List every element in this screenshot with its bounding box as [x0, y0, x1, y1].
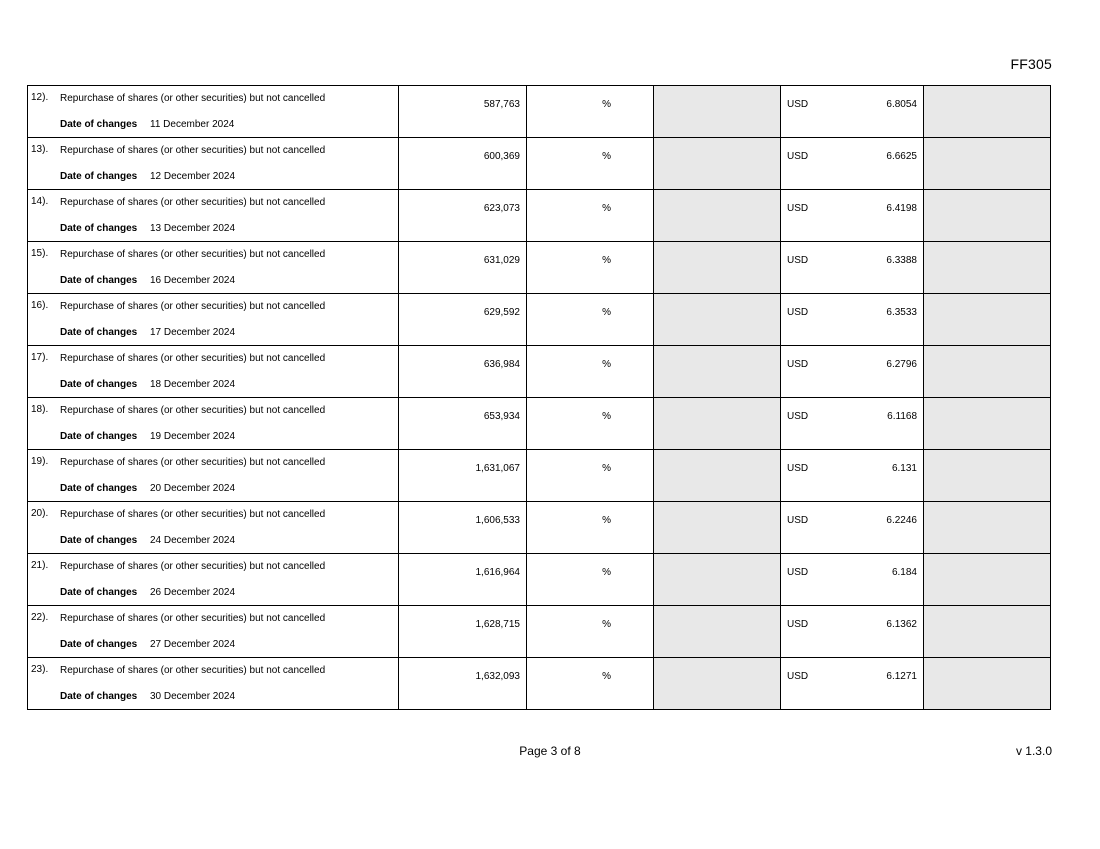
row-currency-cell	[781, 658, 924, 710]
row-currency-code: USD	[787, 307, 809, 318]
row-number: 1,632,093	[475, 671, 520, 682]
row-date-label: Date of changes	[60, 171, 138, 182]
row-percent-cell	[527, 242, 654, 294]
row-description-cell	[28, 346, 399, 398]
row-currency-code: USD	[787, 619, 809, 630]
row-index: 19).	[31, 456, 49, 467]
row-currency-code: USD	[787, 671, 809, 682]
row-shaded-cell-2	[924, 86, 1051, 138]
row-index: 16).	[31, 300, 49, 311]
row-percent-cell	[527, 606, 654, 658]
row-percent-cell	[527, 190, 654, 242]
row-price: 6.6625	[886, 151, 917, 162]
row-description-cell	[28, 658, 399, 710]
form-code: FF305	[1010, 56, 1052, 72]
row-shaded-cell-1	[654, 450, 781, 502]
row-index: 17).	[31, 352, 49, 363]
row-number: 636,984	[483, 359, 520, 370]
table-row	[28, 554, 1051, 606]
row-percent: %	[602, 619, 611, 630]
row-number: 1,628,715	[475, 619, 520, 630]
row-description: Repurchase of shares (or other securities) but not cancelled	[60, 613, 326, 624]
row-shaded-cell-1	[654, 294, 781, 346]
row-percent: %	[602, 151, 611, 162]
row-index: 20).	[31, 508, 49, 519]
row-date-label: Date of changes	[60, 483, 138, 494]
row-shaded-cell-1	[654, 346, 781, 398]
table-row	[28, 138, 1051, 190]
row-percent: %	[602, 359, 611, 370]
row-date-value: 12 December 2024	[150, 171, 236, 182]
row-currency-cell	[781, 294, 924, 346]
row-price: 6.3533	[886, 307, 917, 318]
row-price: 6.131	[891, 463, 917, 474]
row-date-label: Date of changes	[60, 535, 138, 546]
row-currency-code: USD	[787, 203, 809, 214]
row-index: 21).	[31, 560, 49, 571]
row-percent: %	[602, 307, 611, 318]
row-description: Repurchase of shares (or other securities) but not cancelled	[60, 509, 326, 520]
row-description: Repurchase of shares (or other securities) but not cancelled	[60, 301, 326, 312]
table-row	[28, 398, 1051, 450]
row-number-cell	[399, 294, 527, 346]
row-number-cell	[399, 346, 527, 398]
table-row	[28, 606, 1051, 658]
row-number-cell	[399, 242, 527, 294]
row-currency-code: USD	[787, 359, 809, 370]
row-shaded-cell-2	[924, 242, 1051, 294]
row-shaded-cell-2	[924, 346, 1051, 398]
row-percent-cell	[527, 450, 654, 502]
row-number: 631,029	[483, 255, 520, 266]
table-row	[28, 450, 1051, 502]
row-date-label: Date of changes	[60, 691, 138, 702]
row-price: 6.4198	[886, 203, 917, 214]
row-currency-cell	[781, 346, 924, 398]
row-date-label: Date of changes	[60, 379, 138, 390]
table-row	[28, 658, 1051, 710]
row-percent-cell	[527, 658, 654, 710]
row-shaded-cell-1	[654, 242, 781, 294]
row-currency-code: USD	[787, 255, 809, 266]
row-number-cell	[399, 502, 527, 554]
row-currency-code: USD	[787, 515, 809, 526]
row-date-label: Date of changes	[60, 327, 138, 338]
row-shaded-cell-1	[654, 190, 781, 242]
row-percent-cell	[527, 398, 654, 450]
row-currency-cell	[781, 86, 924, 138]
row-number: 587,763	[483, 99, 520, 110]
row-date-value: 17 December 2024	[150, 327, 236, 338]
row-price: 6.8054	[886, 99, 917, 110]
row-currency-code: USD	[787, 463, 809, 474]
row-percent: %	[602, 515, 611, 526]
row-description: Repurchase of shares (or other securities) but not cancelled	[60, 197, 326, 208]
row-percent-cell	[527, 502, 654, 554]
row-description: Repurchase of shares (or other securities) but not cancelled	[60, 353, 326, 364]
row-percent-cell	[527, 138, 654, 190]
row-description: Repurchase of shares (or other securities) but not cancelled	[60, 561, 326, 572]
row-date-value: 11 December 2024	[150, 119, 235, 130]
row-description-cell	[28, 294, 399, 346]
row-date-label: Date of changes	[60, 431, 138, 442]
row-date-label: Date of changes	[60, 119, 138, 130]
row-description-cell	[28, 554, 399, 606]
row-index: 18).	[31, 404, 49, 415]
row-percent: %	[602, 99, 611, 110]
row-description-cell	[28, 86, 399, 138]
row-price: 6.3388	[886, 255, 917, 266]
row-number-cell	[399, 450, 527, 502]
row-index: 22).	[31, 612, 49, 623]
row-currency-code: USD	[787, 411, 809, 422]
row-price: 6.184	[891, 567, 917, 578]
row-description-cell	[28, 242, 399, 294]
row-shaded-cell-2	[924, 606, 1051, 658]
table-row	[28, 502, 1051, 554]
row-currency-cell	[781, 398, 924, 450]
row-percent-cell	[527, 294, 654, 346]
row-index: 23).	[31, 664, 49, 675]
row-percent: %	[602, 671, 611, 682]
row-index: 12).	[31, 92, 49, 103]
row-percent-cell	[527, 86, 654, 138]
row-number: 623,073	[483, 203, 520, 214]
row-shaded-cell-2	[924, 190, 1051, 242]
row-currency-cell	[781, 502, 924, 554]
row-description-cell	[28, 398, 399, 450]
row-number: 1,616,964	[475, 567, 520, 578]
row-percent: %	[602, 203, 611, 214]
row-shaded-cell-1	[654, 554, 781, 606]
row-date-value: 19 December 2024	[150, 431, 236, 442]
row-description-cell	[28, 606, 399, 658]
row-date-value: 26 December 2024	[150, 587, 236, 598]
row-number: 600,369	[483, 151, 520, 162]
row-currency-code: USD	[787, 151, 809, 162]
row-currency-cell	[781, 138, 924, 190]
row-percent-cell	[527, 554, 654, 606]
row-description: Repurchase of shares (or other securities) but not cancelled	[60, 405, 326, 416]
row-number: 629,592	[483, 307, 520, 318]
row-date-value: 18 December 2024	[150, 379, 236, 390]
row-shaded-cell-2	[924, 450, 1051, 502]
row-date-value: 20 December 2024	[150, 483, 236, 494]
row-description-cell	[28, 190, 399, 242]
row-description-cell	[28, 502, 399, 554]
row-date-label: Date of changes	[60, 587, 138, 598]
row-currency-cell	[781, 242, 924, 294]
row-price: 6.1271	[886, 671, 917, 682]
row-price: 6.1362	[886, 619, 917, 630]
row-number: 1,631,067	[475, 463, 520, 474]
row-shaded-cell-1	[654, 398, 781, 450]
row-date-value: 27 December 2024	[150, 639, 236, 650]
row-description: Repurchase of shares (or other securities) but not cancelled	[60, 145, 326, 156]
row-price: 6.2246	[886, 515, 917, 526]
row-percent: %	[602, 567, 611, 578]
row-percent: %	[602, 255, 611, 266]
row-index: 13).	[31, 144, 49, 155]
footer-version: v 1.3.0	[1015, 744, 1052, 758]
row-index: 14).	[31, 196, 49, 207]
row-shaded-cell-1	[654, 606, 781, 658]
row-currency-cell	[781, 190, 924, 242]
row-shaded-cell-1	[654, 86, 781, 138]
row-shaded-cell-1	[654, 502, 781, 554]
row-currency-code: USD	[787, 567, 809, 578]
row-currency-cell	[781, 450, 924, 502]
row-number-cell	[399, 658, 527, 710]
transactions-table	[27, 85, 1051, 710]
row-date-label: Date of changes	[60, 275, 138, 286]
table-row	[28, 190, 1051, 242]
row-number-cell	[399, 554, 527, 606]
row-shaded-cell-2	[924, 502, 1051, 554]
row-date-value: 13 December 2024	[150, 223, 236, 234]
row-date-value: 24 December 2024	[150, 535, 236, 546]
row-shaded-cell-2	[924, 554, 1051, 606]
row-shaded-cell-2	[924, 294, 1051, 346]
row-number: 1,606,533	[475, 515, 520, 526]
row-price: 6.2796	[886, 359, 917, 370]
row-description-cell	[28, 450, 399, 502]
row-percent-cell	[527, 346, 654, 398]
row-number-cell	[399, 398, 527, 450]
row-date-label: Date of changes	[60, 223, 138, 234]
row-description-cell	[28, 138, 399, 190]
row-price: 6.1168	[887, 411, 917, 422]
row-number-cell	[399, 606, 527, 658]
row-description: Repurchase of shares (or other securities) but not cancelled	[60, 457, 326, 468]
row-description: Repurchase of shares (or other securities) but not cancelled	[60, 249, 326, 260]
row-description: Repurchase of shares (or other securities) but not cancelled	[60, 665, 326, 676]
transactions-table-body	[28, 86, 1051, 710]
row-number: 653,934	[483, 411, 520, 422]
table-row	[28, 242, 1051, 294]
row-number-cell	[399, 138, 527, 190]
row-number-cell	[399, 190, 527, 242]
row-shaded-cell-2	[924, 138, 1051, 190]
row-percent: %	[602, 411, 611, 422]
row-description: Repurchase of shares (or other securities) but not cancelled	[60, 93, 326, 104]
footer-page-number: Page 3 of 8	[519, 744, 581, 758]
row-date-label: Date of changes	[60, 639, 138, 650]
row-shaded-cell-1	[654, 658, 781, 710]
row-date-value: 16 December 2024	[150, 275, 236, 286]
table-row	[28, 346, 1051, 398]
row-currency-cell	[781, 606, 924, 658]
row-shaded-cell-1	[654, 138, 781, 190]
row-currency-code: USD	[787, 99, 809, 110]
table-row	[28, 86, 1051, 138]
row-date-value: 30 December 2024	[150, 691, 236, 702]
row-number-cell	[399, 86, 527, 138]
table-row	[28, 294, 1051, 346]
row-shaded-cell-2	[924, 398, 1051, 450]
row-index: 15).	[31, 248, 49, 259]
row-shaded-cell-2	[924, 658, 1051, 710]
row-currency-cell	[781, 554, 924, 606]
row-percent: %	[602, 463, 611, 474]
